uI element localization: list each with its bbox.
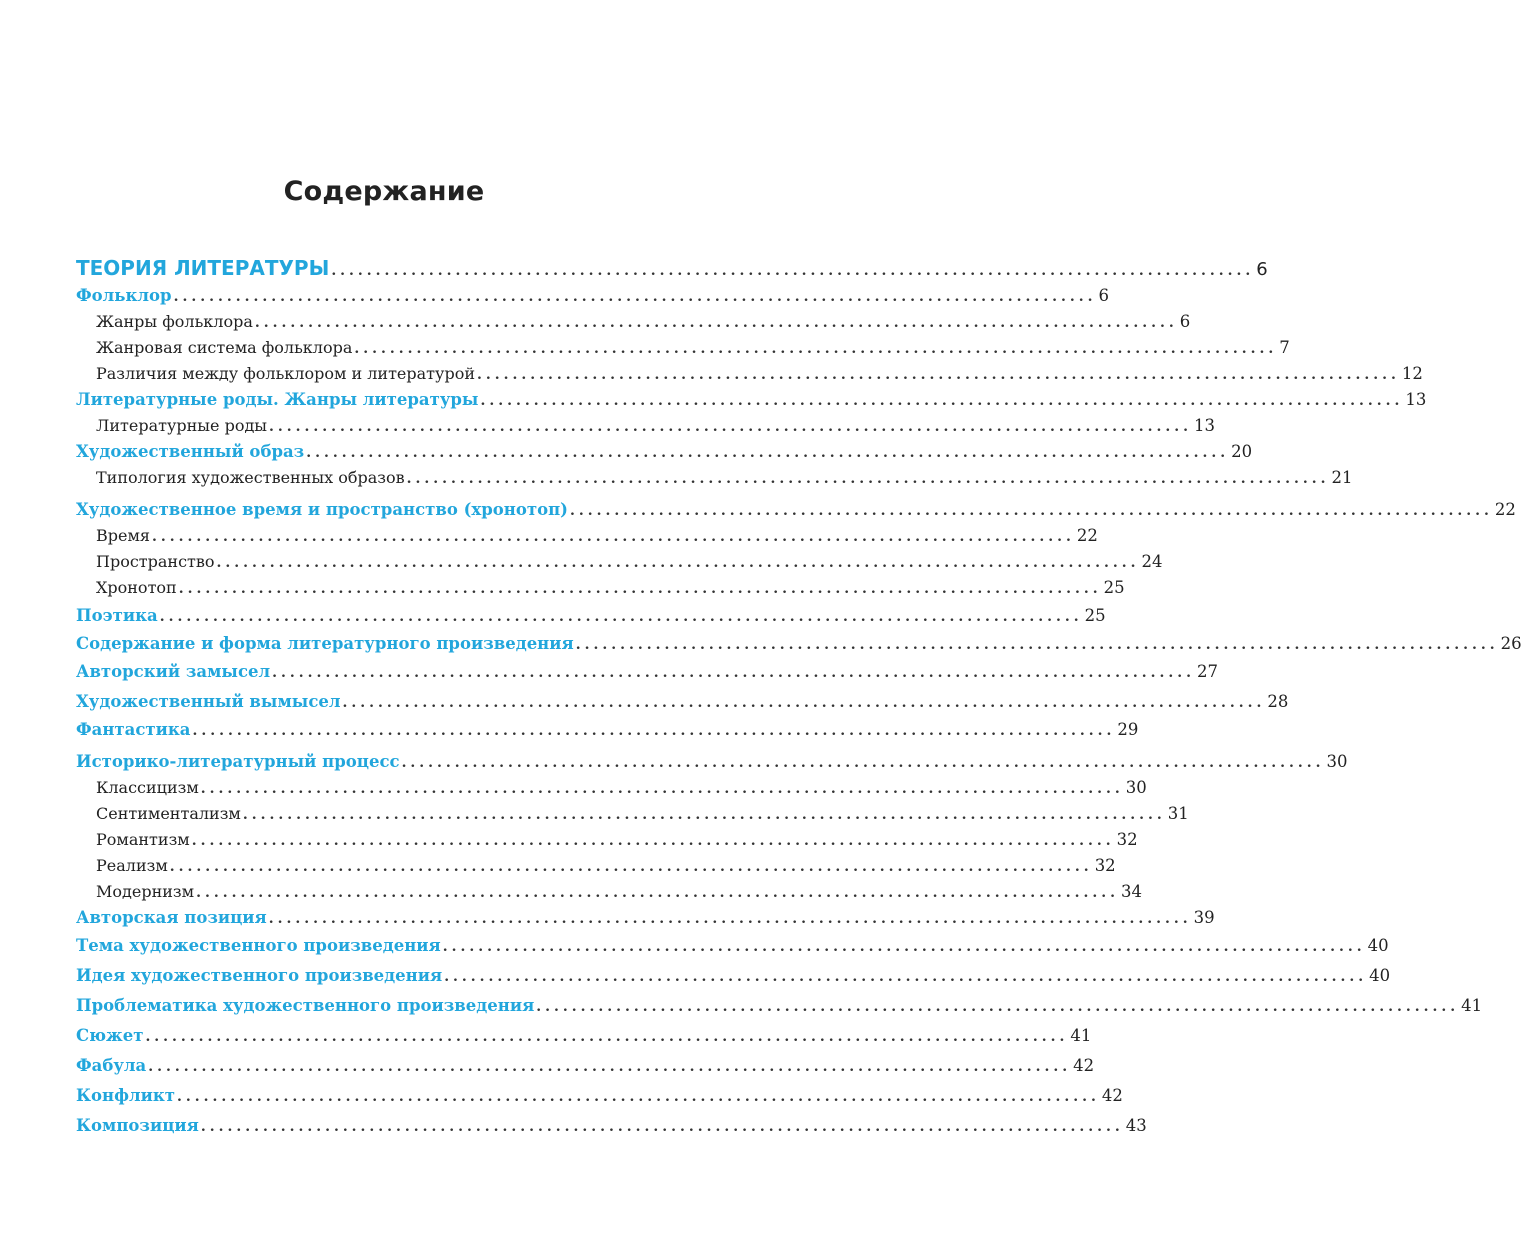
dot-leader: ........................................................................................................ (331, 263, 1255, 279)
dot-leader: ........................................................................................................ (178, 581, 1102, 597)
toc-entry[interactable] (76, 442, 1253, 468)
toc-entry-label: Идея художественного произведения (76, 966, 443, 985)
toc-entry-page: 6 (1098, 286, 1109, 305)
toc-entry-page: 22 (1494, 500, 1516, 519)
toc-entry[interactable] (76, 662, 1219, 688)
toc-entry[interactable] (76, 390, 1427, 416)
toc-entry-page: 30 (1326, 752, 1348, 771)
toc-entry[interactable] (76, 856, 1116, 882)
dot-leader: ........................................................................................................ (406, 471, 1330, 487)
toc-entry[interactable] (76, 1086, 1123, 1112)
dot-leader: ........................................................................................................ (200, 1119, 1124, 1135)
dot-leader: ........................................................................................................ (342, 695, 1266, 711)
toc-entry[interactable] (76, 256, 1268, 282)
toc-entry[interactable] (76, 1056, 1095, 1082)
dot-leader: ........................................................................................................ (476, 367, 1400, 383)
dot-leader: ........................................................................................................ (306, 445, 1230, 461)
toc-entry-label: Различия между фольклором и литературой (96, 364, 475, 383)
toc-entry-page: 34 (1120, 882, 1142, 901)
toc-entry-page: 22 (1076, 526, 1098, 545)
dot-leader: ........................................................................................................ (176, 1089, 1100, 1105)
dot-leader: ........................................................................................................ (268, 911, 1192, 927)
toc-entry[interactable] (76, 692, 1289, 718)
toc-entry[interactable] (76, 752, 1348, 778)
toc-entry-label: Тема художественного произведения (76, 936, 441, 955)
toc-entry-page: 26 (1500, 634, 1522, 653)
dot-leader: ........................................................................................................ (401, 755, 1325, 771)
dot-leader: ........................................................................................................ (254, 315, 1178, 331)
toc-entry-label: Авторская позиция (76, 908, 267, 927)
toc-entry-label: Классицизм (96, 778, 199, 797)
dot-leader: ........................................................................................................ (354, 341, 1278, 357)
toc-entry[interactable] (76, 416, 1215, 442)
toc-entry-page: 42 (1073, 1056, 1095, 1075)
dot-leader: ........................................................................................................ (145, 1029, 1069, 1045)
dot-leader: ........................................................................................................ (480, 393, 1404, 409)
toc-entry-label: Типология художественных образов (96, 468, 405, 487)
toc-entry-label: Хронотоп (96, 578, 177, 597)
toc-entry-label: Сюжет (76, 1026, 144, 1045)
toc-entry-page: 13 (1193, 416, 1215, 435)
dot-leader: ........................................................................................................ (191, 833, 1115, 849)
toc-entry-label: Историко-литературный процесс (76, 752, 400, 771)
toc-entry-label: Художественный образ (76, 442, 305, 461)
toc-entry-label: Сентиментализм (96, 804, 241, 823)
toc-entry[interactable] (76, 526, 1098, 552)
toc-entry-label: Проблематика художественного произведения (76, 996, 535, 1015)
toc-entry-page: 24 (1141, 552, 1163, 571)
toc-entry[interactable] (76, 578, 1125, 604)
toc-entry-page: 25 (1084, 606, 1106, 625)
toc-entry[interactable] (76, 936, 1389, 962)
toc-entry-label: Литературные роды. Жанры литературы (76, 390, 479, 409)
toc-entry[interactable] (76, 720, 1139, 746)
toc-entry-label: Романтизм (96, 830, 190, 849)
dot-leader: ........................................................................................................ (196, 885, 1119, 901)
toc-entry-label: Реализм (96, 856, 168, 875)
toc-entry-page: 32 (1116, 830, 1138, 849)
dot-leader: ........................................................................................................ (159, 609, 1083, 625)
dot-leader: ........................................................................................................ (200, 781, 1124, 797)
dot-leader: ........................................................................................................ (442, 939, 1366, 955)
toc-entry-label: Содержание и форма литературного произведения (76, 634, 574, 653)
dot-leader: ........................................................................................................ (242, 807, 1166, 823)
toc-entry-page: 20 (1231, 442, 1253, 461)
toc-entry[interactable] (76, 966, 1391, 992)
toc-entry[interactable] (76, 338, 1290, 364)
toc-entry-label: Фольклор (76, 286, 172, 305)
toc-entry-page: 29 (1117, 720, 1139, 739)
toc-entry-label: Фантастика (76, 720, 191, 739)
toc-entry-page: 25 (1103, 578, 1125, 597)
toc-entry-label: ТЕОРИЯ ЛИТЕРАТУРЫ (76, 256, 330, 280)
toc-entry-page: 41 (1070, 1026, 1092, 1045)
toc-entry-label: Поэтика (76, 606, 158, 625)
toc-entry-label: Композиция (76, 1116, 199, 1135)
toc-entry[interactable] (76, 1026, 1092, 1052)
toc-entry-page: 28 (1267, 692, 1289, 711)
dot-leader: ........................................................................................................ (173, 289, 1097, 305)
toc-entry-page: 7 (1279, 338, 1290, 357)
dot-leader: ........................................................................................................ (536, 999, 1460, 1015)
toc-entry-page: 31 (1167, 804, 1189, 823)
toc-entry[interactable] (76, 606, 1106, 632)
toc-entry[interactable] (76, 468, 1353, 494)
toc-entry-label: Художественный вымысел (76, 692, 341, 711)
page-title: Содержание (283, 176, 485, 207)
toc-entry[interactable] (76, 996, 1483, 1022)
toc-entry-page: 21 (1331, 468, 1353, 487)
dot-leader: ........................................................................................................ (216, 555, 1140, 571)
toc-entry-page: 12 (1401, 364, 1423, 383)
toc-entry-page: 42 (1101, 1086, 1123, 1105)
toc-entry[interactable] (76, 634, 1522, 660)
dot-leader: ........................................................................................................ (148, 1059, 1072, 1075)
toc-entry[interactable] (76, 804, 1189, 830)
toc-entry-page: 27 (1197, 662, 1219, 681)
toc-entry-page: 6 (1256, 259, 1268, 280)
toc-entry-label: Время (96, 526, 151, 545)
toc-entry[interactable] (76, 1116, 1147, 1142)
toc-entry-label: Художественное время и пространство (хронотоп) (76, 500, 568, 519)
toc-entry-label: Жанры фольклора (96, 312, 253, 331)
toc-entry[interactable] (76, 778, 1147, 804)
toc-entry[interactable] (76, 552, 1163, 578)
toc-entry-page: 41 (1461, 996, 1483, 1015)
toc-entry-page: 40 (1367, 936, 1389, 955)
toc-entry[interactable] (76, 500, 1516, 526)
toc-entry-page: 30 (1125, 778, 1147, 797)
toc-entry-label: Конфликт (76, 1086, 175, 1105)
toc-entry-page: 6 (1179, 312, 1191, 331)
dot-leader: ........................................................................................................ (444, 969, 1368, 985)
dot-leader: ........................................................................................................ (575, 637, 1499, 653)
toc-entry-label: Жанровая система фольклора (96, 338, 353, 357)
toc-entry-label: Фабула (76, 1056, 147, 1075)
toc-entry-page: 40 (1369, 966, 1391, 985)
dot-leader: ........................................................................................................ (272, 665, 1196, 681)
toc-entry-page: 43 (1125, 1116, 1147, 1135)
toc-entry-page: 13 (1405, 390, 1427, 409)
toc-entry[interactable] (76, 286, 1109, 312)
dot-leader: ........................................................................................................ (152, 529, 1075, 545)
toc-entry[interactable] (76, 312, 1191, 338)
toc-entry-label: Литературные роды (96, 416, 268, 435)
dot-leader: ........................................................................................................ (169, 859, 1093, 875)
toc-entry-page: 32 (1094, 856, 1116, 875)
toc-entry-page: 39 (1193, 908, 1215, 927)
toc-entry[interactable] (76, 830, 1138, 856)
toc-entry[interactable] (76, 364, 1423, 390)
toc-entry-label: Модернизм (96, 882, 195, 901)
toc-entry[interactable] (76, 908, 1215, 934)
toc-entry-label: Пространство (96, 552, 215, 571)
dot-leader: ........................................................................................................ (569, 503, 1493, 519)
dot-leader: ........................................................................................................ (269, 419, 1192, 435)
toc-entry-label: Авторский замысел (76, 662, 271, 681)
dot-leader: ........................................................................................................ (192, 723, 1116, 739)
toc-entry[interactable] (76, 882, 1142, 908)
